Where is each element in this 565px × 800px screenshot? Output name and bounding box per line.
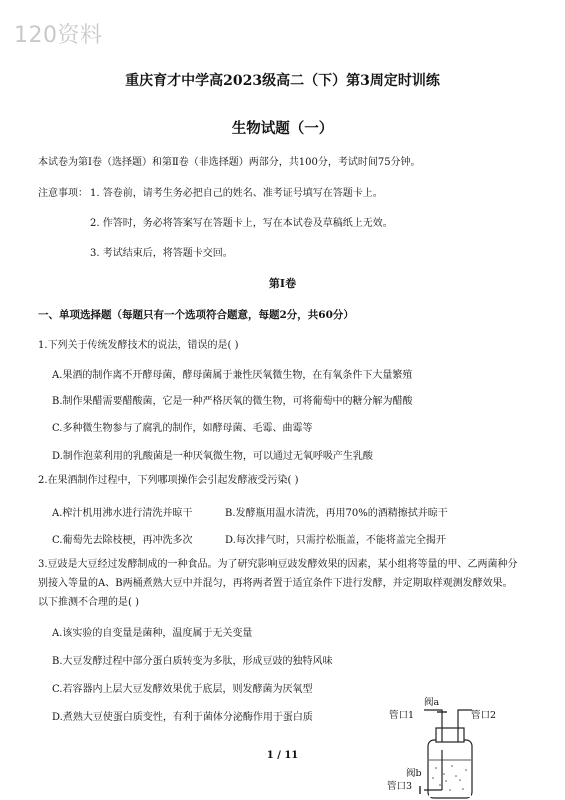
note-item-3: 3. 考试结束后，将答题卡交回。 <box>90 248 233 259</box>
label-pipe-3: 管口3 <box>387 781 413 792</box>
page-number: 1 / 11 <box>266 750 299 761</box>
bottle-cap <box>436 728 464 742</box>
exam-title: 重庆育才中学高2023级高二（下）第3周定时训练 <box>125 73 440 89</box>
part1-title: 第Ⅰ卷 <box>268 277 297 290</box>
question-1-option-c: C.多种微生物参与了腐乳的制作，如酵母菌、毛霉、曲霉等 <box>52 423 313 434</box>
section1-title: 一、单项选择题（每题只有一个选项符合题意，每题2分，共60分） <box>38 309 354 321</box>
question-3-option-b: B.大豆发酵过程中部分蛋白质转变为多肽，形成豆豉的独特风味 <box>52 656 333 667</box>
notes-label: 注意事项： <box>38 188 88 199</box>
note-item-1: 1. 答卷前，请考生务必把自己的姓名、准考证号填写在答题卡上。 <box>90 188 383 199</box>
label-pipe-2: 管口2 <box>471 710 497 721</box>
question-1-option-a: A.果酒的制作离不开酵母菌，酵母菌属于兼性厌氧微生物，在有氧条件下大量繁殖 <box>52 370 413 381</box>
question-3-option-d: D.煮熟大豆使蛋白质变性，有利于菌体分泌酶作用于蛋白质 <box>52 712 313 723</box>
question-3-option-a: A.该实验的自变量是菌种，温度属于无关变量 <box>52 628 253 639</box>
note-item-2: 2. 作答时，务必将答案写在答题卡上，写在本试卷及草稿纸上无效。 <box>90 218 393 229</box>
question-1-stem: 1.下列关于传统发酵技术的说法，错误的是( ) <box>38 340 239 351</box>
question-2-option-c: C.葡萄先去除枝梗，再冲洗多次 <box>52 535 193 546</box>
question-3-stem-line-3: 以下推测不合理的是( ) <box>38 597 139 608</box>
question-2-option-b: B.发酵瓶用温水清洗，再用70%的酒精擦拭并晾干 <box>225 508 448 519</box>
question-2-option-d: D.每次排气时，只需拧松瓶盖，不能将盖完全揭开 <box>225 535 446 546</box>
intro-text: 本试卷为第Ⅰ卷（选择题）和第Ⅱ卷（非选择题）两部分，共100分，考试时间75分钟。 <box>38 157 421 168</box>
label-valve-b: 阀b <box>406 768 422 779</box>
watermark: 120资料 <box>14 23 103 48</box>
label-pipe-1: 管口1 <box>389 710 415 721</box>
question-2-option-a: A.榨汁机用沸水进行清洗并晾干 <box>52 508 193 519</box>
question-2-stem: 2.在果酒制作过程中，下列哪项操作会引起发酵液受污染( ) <box>38 475 299 486</box>
question-3-stem-line-2: 别接入等量的A、B两桶煮熟大豆中并混匀，再将两者置于适宜条件下进行发酵，并定期取样观测发酵效果。 <box>38 578 513 589</box>
question-1-option-b: B.制作果醋需要醋酸菌，它是一种严格厌氧的微生物，可将葡萄中的糖分解为醋酸 <box>52 396 413 407</box>
exam-subtitle: 生物试题（一） <box>231 120 334 137</box>
question-3-option-c: C.若容器内上层大豆发酵效果优于底层，则发酵菌为厌氧型 <box>52 684 313 695</box>
question-1-option-d: D.制作泡菜利用的乳酸菌是一种厌氧微生物，可以通过无氧呼吸产生乳酸 <box>52 451 373 462</box>
question-3-stem-line-1: 3.豆豉是大豆经过发酵制成的一种食品。为了研究影响豆豉发酵效果的因素，某小组将等量的甲、乙两菌种分 <box>38 559 518 570</box>
label-valve-a: 阀a <box>424 697 440 708</box>
